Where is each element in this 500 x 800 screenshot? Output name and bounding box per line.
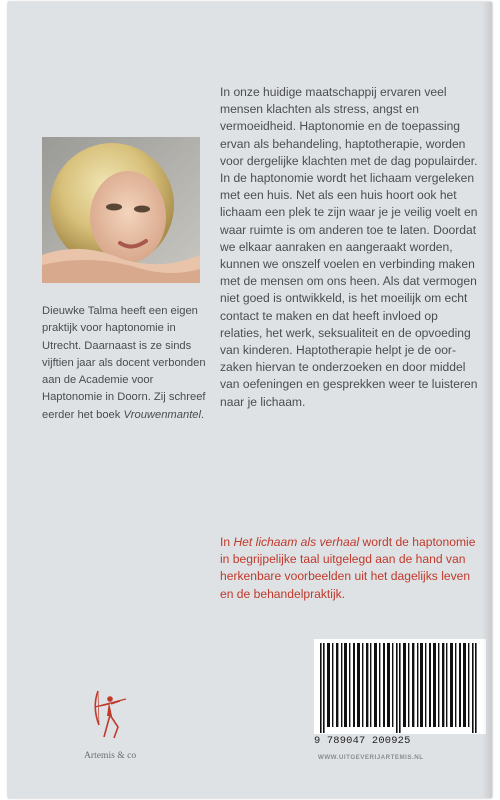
blurb-text: wordt de haptonomie in begrijpelijke taal uitgelegd aan de hand van herkenbare voorbeelden uit het dagelijks leven en de behandelpraktijk. bbox=[220, 535, 476, 601]
book-blurb bbox=[220, 534, 478, 603]
bio-book-title: Vrouwenmantel bbox=[123, 408, 202, 421]
bio-text: Dieuwke Talma heeft een eigen praktijk voor haptonomie in Utrecht. Daarnaast is ze sinds vijftien jaar als docent verbonden aan de Academie voor Haptonomie in Doorn. Zij schreef eerder het boek bbox=[42, 305, 206, 421]
book-back-cover bbox=[8, 2, 492, 798]
author-photo bbox=[42, 137, 200, 283]
bio-text-end: . bbox=[201, 408, 205, 421]
archer-icon bbox=[90, 685, 130, 741]
description-paragraph-1: In onze huidige maatschappij ervaren veel mensen klachten als stress, angst en vermoeidheid. Haptonomie en de toepassing ervan als behandeling, haptotherapie, worden voor dergelijke klachten met de dag populairder. bbox=[220, 85, 478, 168]
blurb-book-title: Het lichaam als verhaal bbox=[233, 535, 360, 549]
main-description bbox=[220, 84, 478, 411]
barcode-bars bbox=[314, 639, 486, 734]
barcode-number: 9 789047 200925 bbox=[314, 735, 411, 747]
author-photo-image bbox=[42, 137, 200, 283]
publisher-website[interactable]: WWW.UITGEVERIJARTEMIS.NL bbox=[318, 754, 424, 761]
blurb-prefix: In bbox=[220, 535, 234, 549]
barcode bbox=[314, 639, 486, 734]
publisher-name: Artemis & co bbox=[84, 750, 137, 761]
description-paragraph-2: In de haptonomie wordt het lichaam vergeleken met een huis. Net als een huis hoort ook het lichaam een plek te zijn waar je je veilig voelt en waar ruimte is om anderen toe te laten. Doordat we elkaar aanraken en aangeraakt worden, kunnen we onszelf voelen en verbinding maken met de mensen om ons heen. Als dat vermogen niet goed is ontwikkeld, is het moeilijk om echt contact te maken en dat heeft invloed op relaties, het werk, seksualiteit en de opvoeding van kinderen. Haptotherapie helpt je de oorzaken hiervan te onderzoeken en door middel van oefeningen en gesprekken weer te luisteren naar je lichaam. bbox=[220, 171, 478, 409]
author-bio bbox=[42, 303, 212, 424]
